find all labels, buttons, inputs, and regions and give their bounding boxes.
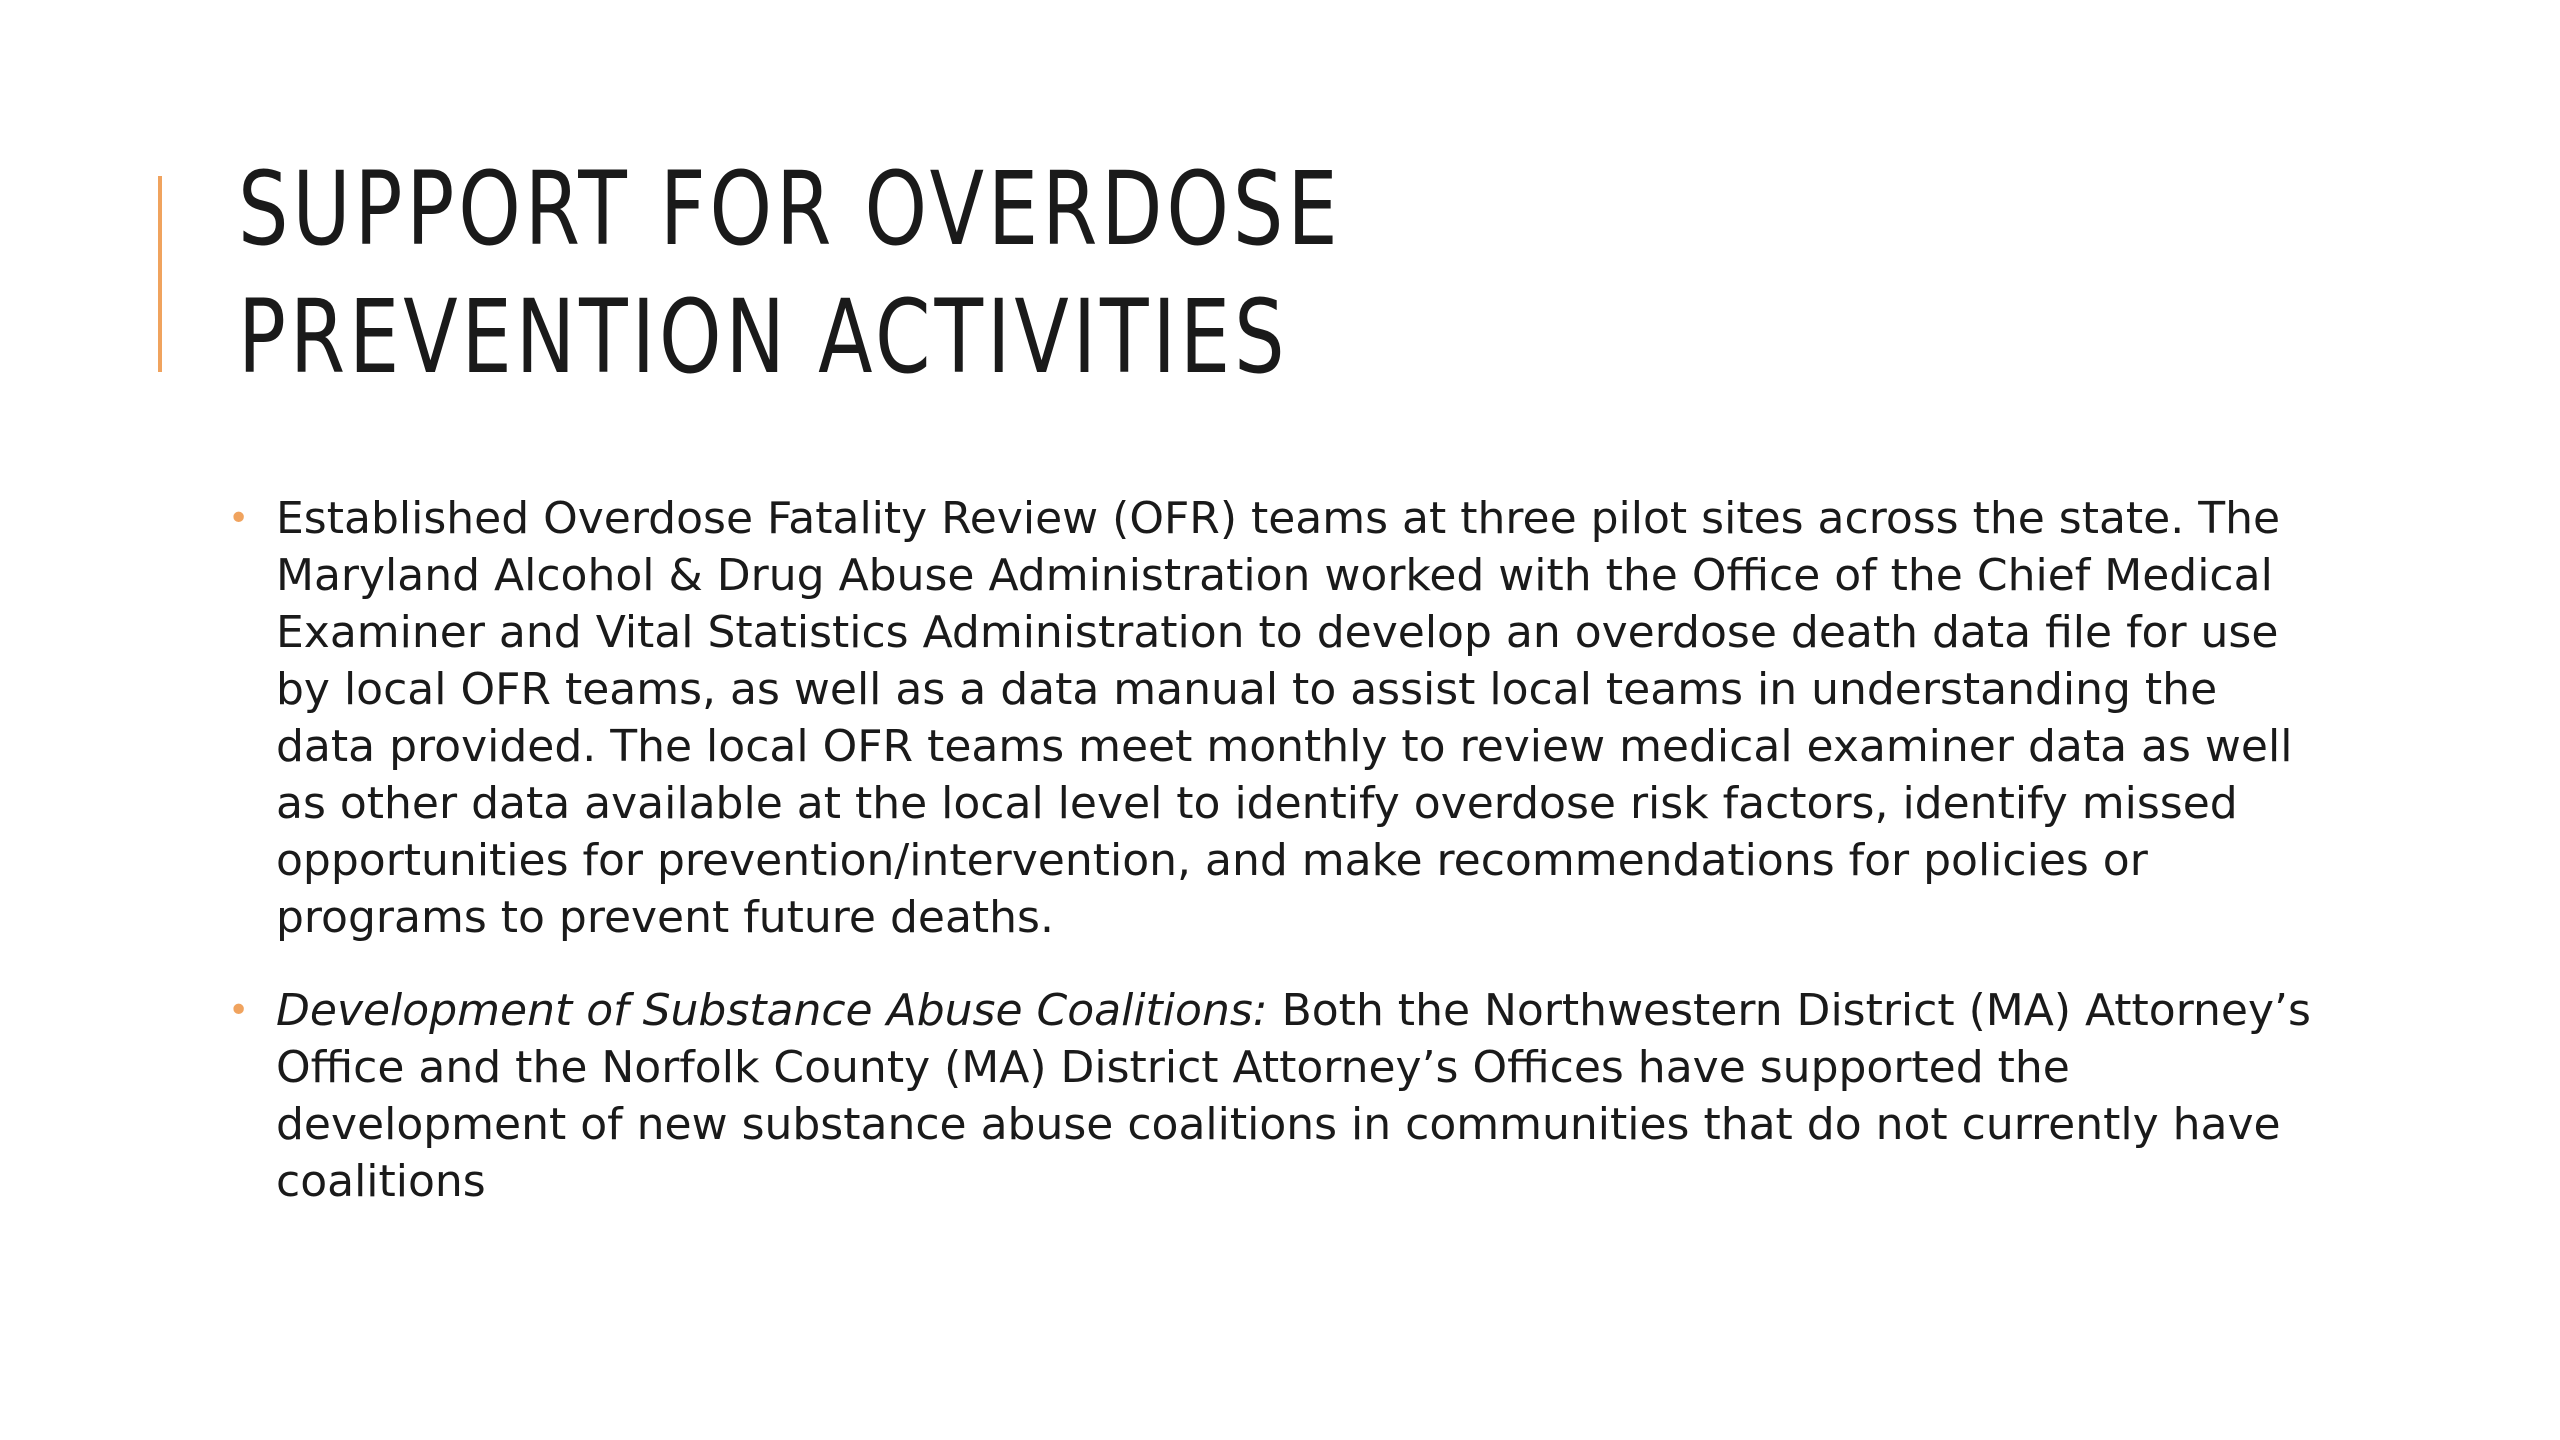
bullet-dot-icon: • [228,498,250,539]
bullet-text [276,982,2328,1210]
title-accent-bar [158,176,162,372]
bullet-body: Both the Northwestern District (MA) Attorney’s Office and the Norfolk County (MA) District Attorney’s Offices have supported the development of new substance abuse coalitions in communities that do not currently have coalitions [276,985,2311,1207]
bullet-dot-icon: • [228,990,250,1031]
bullet-item-ofr-teams [228,490,2328,946]
bullet-lead-italic: Development of Substance Abuse Coalitions: [276,985,1268,1036]
bullet-text [276,490,2328,946]
bullet-body: Established Overdose Fatality Review (OFR) teams at three pilot sites across the state. The Maryland Alcohol & Drug Abuse Administration worked with the Office of the Chief Medical Examiner and Vital Statistics Administration to develop an overdose death data file for use by local OFR teams, as well as a data manual to assist local teams in understanding the data provided. The local OFR teams meet monthly to review medical examiner data as well as other data available at the local level to identify overdose risk factors, identify missed opportunities for prevention/intervention, and make recommendations for policies or programs to prevent future deaths. [276,493,2293,943]
bullet-list [228,490,2328,1246]
bullet-item-coalitions [228,982,2328,1210]
slide-title: SUPPORT FOR OVERDOSE PREVENTION ACTIVITIES [238,150,1342,397]
